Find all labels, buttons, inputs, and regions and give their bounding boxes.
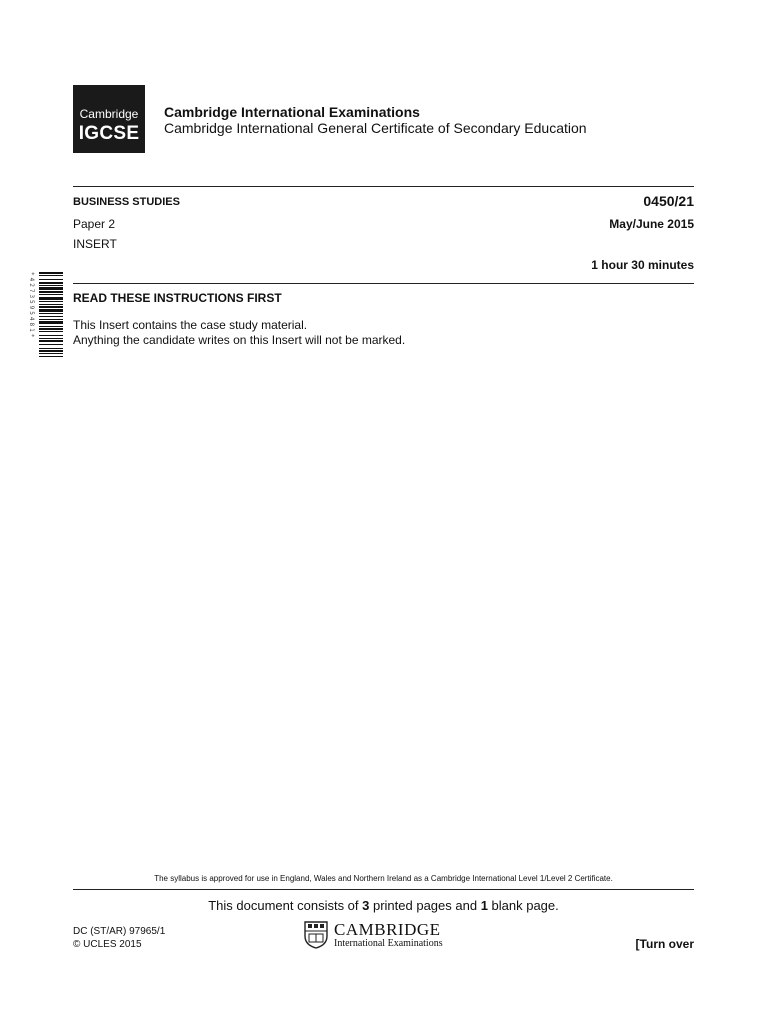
instruction-line: This Insert contains the case study material. [73, 318, 308, 332]
document-type: INSERT [73, 237, 117, 251]
blank-page-count: 1 [480, 898, 488, 913]
org-subtitle: Cambridge International General Certificate of Secondary Education [164, 120, 587, 136]
printed-page-count: 3 [362, 898, 370, 913]
instruction-line: Anything the candidate writes on this Insert will not be marked. [73, 333, 406, 347]
barcode-stripe [39, 357, 63, 360]
top-divider [73, 186, 694, 187]
consists-middle: printed pages and [369, 898, 481, 913]
barcode-digits: *4273595481* [28, 272, 35, 340]
instructions-heading: READ THESE INSTRUCTIONS FIRST [73, 291, 282, 305]
cambridge-igcse-logo [73, 85, 145, 153]
cambridge-wordmark: CAMBRIDGE [334, 920, 441, 939]
cambridge-wordmark-sub: International Examinations [334, 938, 443, 949]
document-code: DC (ST/AR) 97965/1 [73, 926, 166, 937]
page-count-statement [73, 898, 694, 913]
consists-prefix: This document consists of [208, 898, 363, 913]
paper-number: Paper 2 [73, 217, 116, 231]
syllabus-note: The syllabus is approved for use in England, Wales and Northern Ireland as a Cambridge International Level 1/Level 2 Certificate. [154, 874, 613, 883]
footer-divider [73, 889, 694, 890]
subject-name: BUSINESS STUDIES [73, 196, 180, 208]
org-title: Cambridge International Examinations [164, 104, 420, 120]
turn-over-note: [Turn over [635, 937, 694, 951]
consists-suffix: blank page. [487, 898, 559, 913]
exam-session: May/June 2015 [609, 217, 694, 231]
exam-duration: 1 hour 30 minutes [591, 258, 694, 272]
barcode-graphic [39, 272, 63, 410]
paper-code: 0450/21 [643, 193, 694, 209]
logo-small-text: Cambridge [79, 107, 139, 121]
copyright: © UCLES 2015 [73, 939, 142, 950]
cambridge-crest-icon [304, 921, 328, 949]
instructions-divider [73, 283, 694, 284]
logo-big-text: IGCSE [78, 123, 140, 144]
